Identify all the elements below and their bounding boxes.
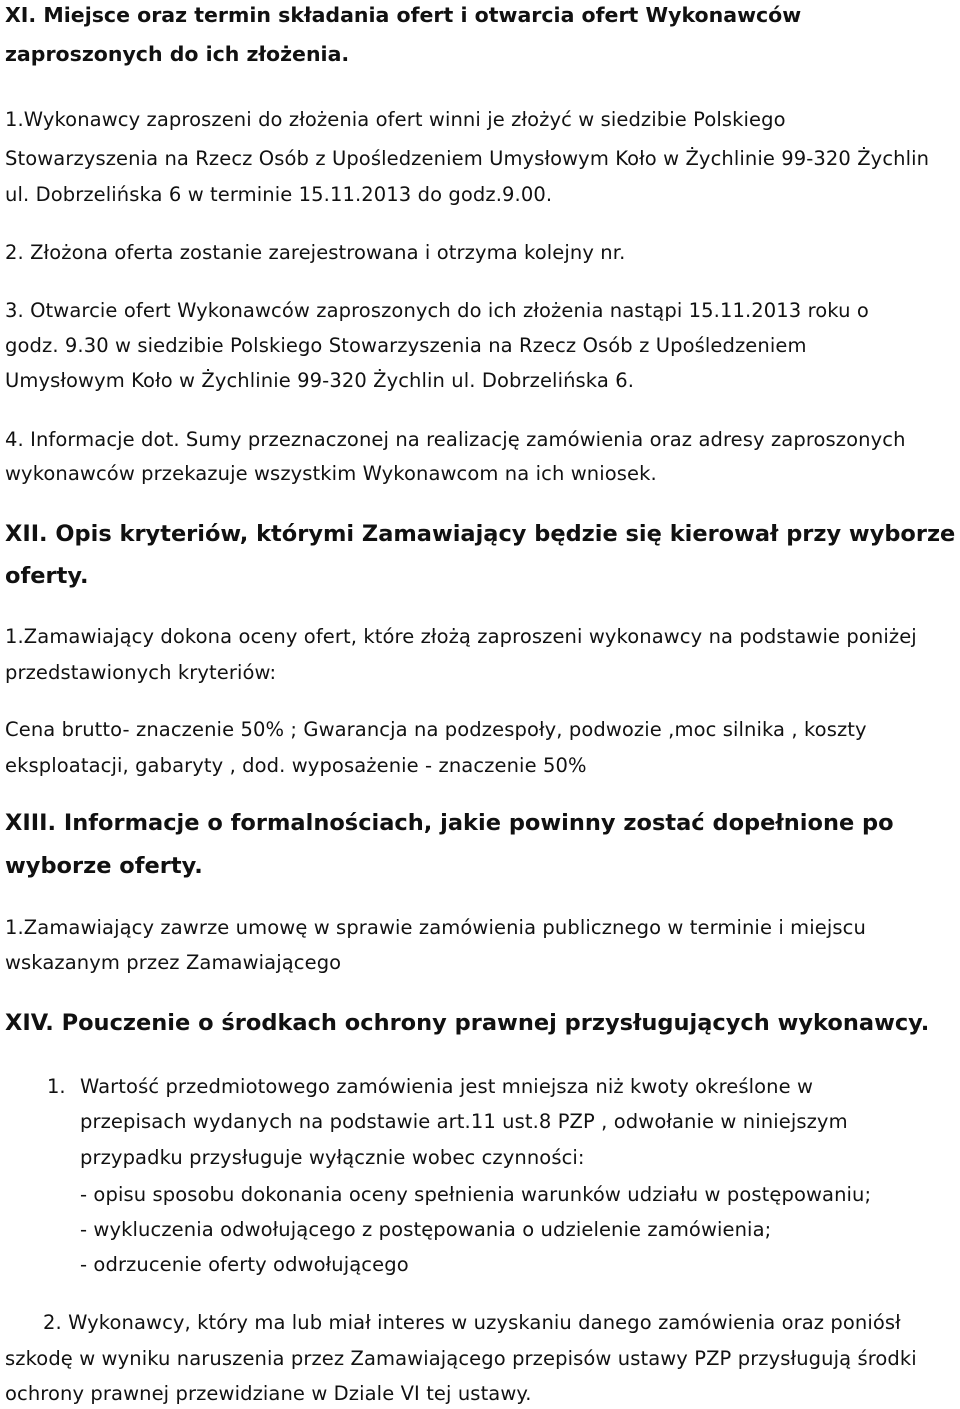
section-xii-p2-line1: Cena brutto- znaczenie 50% ; Gwarancja na podzespoły, podwozie ,moc silnika , koszty bbox=[5, 718, 867, 741]
section-xii-p1-line1: 1.Zamawiający dokona oceny ofert, które złożą zaproszeni wykonawcy na podstawie poniżej bbox=[5, 625, 917, 648]
section-xiv-item1-line6: - odrzucenie oferty odwołującego bbox=[80, 1253, 409, 1276]
section-xiii-heading-line1: XIII. Informacje o formalnościach, jakie powinny zostać dopełnione po bbox=[5, 810, 894, 836]
section-xiv-item1-line5: - wykluczenia odwołującego z postępowania o udzielenie zamówienia; bbox=[80, 1218, 772, 1241]
section-xii-heading-line2: oferty. bbox=[5, 563, 89, 589]
section-xi-heading-line2: zaproszonych do ich złożenia. bbox=[5, 42, 350, 66]
section-xi-p3-line3: Umysłowym Koło w Żychlinie 99-320 Żychlin ul. Dobrzelińska 6. bbox=[5, 369, 635, 392]
section-xiv-item2-line3: ochrony prawnej przewidziane w Dziale VI tej ustawy. bbox=[5, 1382, 532, 1405]
section-xii-p1-line2: przedstawionych kryteriów: bbox=[5, 661, 277, 684]
section-xiv-item1-line1: Wartość przedmiotowego zamówienia jest mniejsza niż kwoty określone w bbox=[80, 1075, 814, 1098]
section-xiv-item1-line4: - opisu sposobu dokonania oceny spełnienia warunków udziału w postępowaniu; bbox=[80, 1183, 872, 1206]
section-xiv-item2-line1: 2. Wykonawcy, który ma lub miał interes w uzyskaniu danego zamówienia oraz poniósł bbox=[43, 1311, 901, 1334]
section-xi-p1-line1: 1.Wykonawcy zaproszeni do złożenia ofert winni je złożyć w siedzibie Polskiego bbox=[5, 108, 786, 131]
section-xii-heading-line1: XII. Opis kryteriów, którymi Zamawiający będzie się kierował przy wyborze bbox=[5, 521, 956, 547]
section-xiii-heading-line2: wyborze oferty. bbox=[5, 853, 203, 879]
section-xi-heading-line1: XI. Miejsce oraz termin składania ofert i otwarcia ofert Wykonawców bbox=[5, 3, 802, 27]
section-xi-p4-line2: wykonawców przekazuje wszystkim Wykonawcom na ich wniosek. bbox=[5, 462, 657, 485]
section-xiv-heading-line1: XIV. Pouczenie o środkach ochrony prawnej przysługujących wykonawcy. bbox=[5, 1010, 930, 1036]
section-xiv-item1-line3: przypadku przysługuje wyłącznie wobec czynności: bbox=[80, 1146, 585, 1169]
section-xiii-p1-line2: wskazanym przez Zamawiającego bbox=[5, 951, 342, 974]
section-xii-p2-line2: eksploatacji, gabaryty , dod. wyposażenie - znaczenie 50% bbox=[5, 754, 587, 777]
section-xi-p3-line2: godz. 9.30 w siedzibie Polskiego Stowarzyszenia na Rzecz Osób z Upośledzeniem bbox=[5, 334, 807, 357]
section-xi-p2-line1: 2. Złożona oferta zostanie zarejestrowana i otrzyma kolejny nr. bbox=[5, 241, 626, 264]
section-xi-p1-line3: ul. Dobrzelińska 6 w terminie 15.11.2013 do godz.9.00. bbox=[5, 183, 553, 206]
section-xi-p1-line2: Stowarzyszenia na Rzecz Osób z Upośledzeniem Umysłowym Koło w Żychlinie 99-320 Żychlin bbox=[5, 147, 930, 170]
section-xiv-item2-line2: szkodę w wyniku naruszenia przez Zamawiającego przepisów ustawy PZP przysługują środki bbox=[5, 1347, 917, 1370]
section-xi-p3-line1: 3. Otwarcie ofert Wykonawców zaproszonych do ich złożenia nastąpi 15.11.2013 roku o bbox=[5, 299, 869, 322]
section-xiv-item1-line2: przepisach wydanych na podstawie art.11 ust.8 PZP , odwołanie w niniejszym bbox=[80, 1110, 848, 1133]
section-xiv-item1-number: 1. bbox=[47, 1075, 66, 1098]
section-xiii-p1-line1: 1.Zamawiający zawrze umowę w sprawie zamówienia publicznego w terminie i miejscu bbox=[5, 916, 866, 939]
section-xi-p4-line1: 4. Informacje dot. Sumy przeznaczonej na realizację zamówienia oraz adresy zaproszonych bbox=[5, 428, 906, 451]
